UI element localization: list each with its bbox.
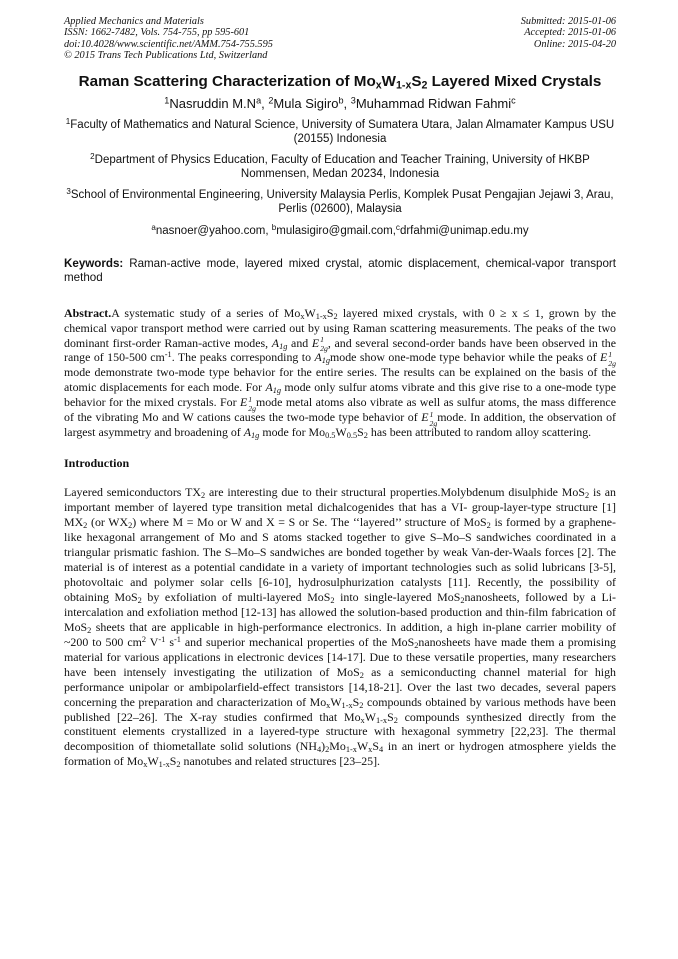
header-right <box>521 16 616 62</box>
affiliation-1: $^1$Faculty of Mathematics and Natural Science, University of Sumatera Utara, Jalan Almamater Kampus USU (20155) Indonesia <box>65 116 615 146</box>
accepted-date: Accepted: 2015-01-06 <box>524 27 616 39</box>
a1g-symbol: $A_{1g}$ <box>243 425 260 441</box>
online-date: Online: 2015-04-20 <box>533 38 616 50</box>
e2g-symbol: E 1 2g <box>421 410 438 428</box>
author-2: $^2$Mula Sigiro$^b$ <box>268 95 344 111</box>
a1g-symbol: $A_{1g}$ <box>265 380 282 396</box>
journal-header <box>64 16 616 62</box>
doi-line: doi:10.4028/www.scientific.net/AMM.754-755.595 <box>64 38 273 50</box>
affiliation-2: $^2$Department of Physics Education, Faculty of Education and Teacher Training, University of HKBP Nommensen, Medan 20234, Indonesia <box>90 151 590 181</box>
email-a[interactable]: nasnoer@yahoo.com <box>155 224 266 237</box>
keywords: Keywords: Raman-active mode, layered mixed crystal, atomic displacement, chemical-vapor transport method <box>64 256 616 285</box>
e2g-symbol: E 1 2g <box>311 335 328 353</box>
paper-title: Raman Scattering Characterization of $Mo_xW_{1-x}S_2$ Layered Mixed Crystals <box>78 72 602 92</box>
author-1: $^1$Nasruddin $M.N^a$ <box>164 95 262 111</box>
copyright-line: © 2015 Trans Tech Publications Ltd, Switzerland <box>64 50 268 62</box>
author-emails: $^a$nasnoer@yahoo.com, $^b$mulasigiro@gmail.com,$^c$drfahmi@unimap.edu.my <box>151 222 529 237</box>
issn-line: ISSN: 1662-7482, Vols. 754-755, pp 595-601 <box>64 27 250 39</box>
affiliation-3: $^3$School of Environmental Engineering, University Malaysia Perlis, Komplek Pusat Pengajian Jejawi 3, Arau, Perlis (02600), Malaysia <box>66 186 614 216</box>
abstract: Abstract.A systematic study of a series of $Mo_xW_{1-x}S_2$ layered mixed crystals, with 0 ≥ x ≤ 1, grown by the chemical vapor transport method were carried out by using Raman scattering measurements. The peaks of the two dominant first-order Raman-active modes, $A_{1g}$ and E 1 2g , and several second-order bands have been observed in the range of 150-500 $cm^{-1}$. The peaks corresponding to $A_{1g}mode$ show one-mode type behavior while the peaks of E 1 2g mode demonstrate two-mode type behavior for the entire series. The results can be explained on the basis of the atomic displacements for each mode. For $A_{1g}$ mode only sulfur atoms vibrate and this give rise to a one-mode type behavior for the mixed crystals. For E 1 2g mode metal atoms also vibrate as well as sulfur atoms, the mass difference of the vibrating Mo and W cations causes the two-mode type behavior of E 1 2g mode. In addition, the observation of largest asymmetry and broadening of $A_{1g}$ mode for $Mo_{0.5}W_{0.5}S_2$ has been attributed to random alloy scattering. <box>64 305 617 441</box>
email-c[interactable]: drfahmi@unimap.edu.my <box>399 224 529 237</box>
email-b[interactable]: mulasigiro@gmail.com <box>276 224 393 237</box>
author-list: $^1$Nasruddin $M.N^a$, $^2$Mula Sigiro$^b$, $^3$Muhammad Ridwan Fahmi$^c$ <box>164 95 516 111</box>
author-3: $^3$Muhammad Ridwan Fahmi$^c$ <box>350 95 516 111</box>
header-left <box>64 16 273 62</box>
e2g-symbol: E 1 2g <box>240 395 256 413</box>
section-heading-introduction: Introduction <box>64 456 130 471</box>
e2g-symbol: E 1 2g <box>600 350 616 368</box>
introduction-paragraph: Layered semiconductors $TX_2$ are interesting due to their structural properties.Molybdenum disulphide MoS$_2$ is an important member of layered type transition metal dichalcogenides that has a VI- group-layer-type structure [1] $MX_2$ (or $WX_2$) where M = Mo or W and X = S or Se. The ‘‘layered’’ structure of MoS$_2$ is formed by a graphene-like hexagonal arrangement of Mo and S atoms stacked together to give S–Mo–S sandwiches coordinated in a triangular prismatic fashion. The S–Mo–S sandwiches are bonded together by weak Van-der-Waals forces [2]. The material is of interest as a potential candidate in a variety of important technologies such as solid lubricans [3-5], photovoltaic and polymer solar cells [6-10], hydrosulphurization catalysts [11]. Recently, the possibility of obtaining MoS$_2$ by exfoliation of multi-layered MoS$_2$ into single-layered MoS$_2$nanosheets, followed by a Li-intercalation and exfoliation method [12-13] has allowed the solution-based production and thin-film fabrication of MoS$_2$ sheets that are applicable in high-performance electronics. In addition, a high in-plane carrier mobility of ~200 to 500 $cm^2$ $V^{-1}$ $s^{-1}$ and superior mechanical properties of the MoS$_2$nanosheets have made them a promising material for various applications in electronic devices [14-17]. Due to these versatile properties, many researchers have been intensely investigating the utilization of MoS$_2$ as a semiconducting channel material for high performance unipolar or ambipolarfield-effect transistors [14,18-21]. Over the last two decades, several papers concerning the preparation and characterization of $Mo_xW_{1-x}S_2$ compounds obtained by various methods have been published [22–26]. The X-ray studies confirmed that $Mo_xW_{1-x}S_2$ compounds synthesized directly from the constituent elements crystallized in a layered-type structure with hexagonal symmetry [22,23]. The thermal decomposition of thiometallate solid solutions $(NH_4)_2Mo_{1-x}W_xS_4$ in an inert or hydrogen atmosphere yields the formation of $Mo_xW_{1-x}S_2$ nanotubes and related structures [23–25]. <box>64 485 617 770</box>
abstract-label: Abstract. <box>64 305 112 320</box>
journal-name: Applied Mechanics and Materials <box>64 16 204 27</box>
a1g-symbol: $A_{1g}$ <box>314 350 331 366</box>
a1g-symbol: $A_{1g}$ <box>271 335 288 351</box>
submitted-date: Submitted: 2015-01-06 <box>520 16 616 27</box>
